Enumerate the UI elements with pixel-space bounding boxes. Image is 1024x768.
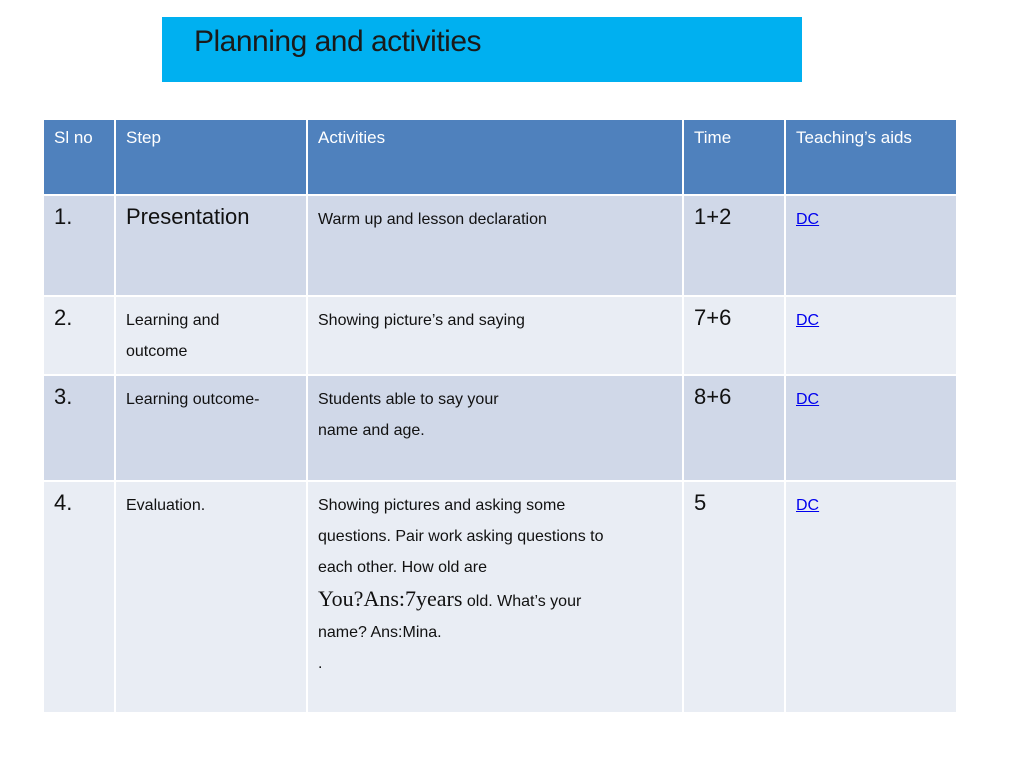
aid-link[interactable]: DC (796, 312, 820, 329)
time-cell: 8+6 (683, 375, 785, 481)
sl-no-cell: 4. (43, 481, 115, 713)
activity-cell: Warm up and lesson declaration (307, 195, 683, 296)
activity-line: . (318, 655, 323, 672)
activity-text: old. What’s your (462, 593, 582, 610)
header-time: Time (683, 119, 785, 195)
table-row (43, 296, 957, 375)
header-teaching-aids: Teaching’s aids (785, 119, 957, 195)
aid-cell (785, 296, 957, 375)
step-line: outcome (126, 343, 188, 360)
step-line: Learning and (126, 312, 220, 329)
time-cell: 5 (683, 481, 785, 713)
activity-line (318, 583, 672, 617)
aid-cell (785, 195, 957, 296)
step-cell: Learning outcome- (115, 375, 307, 481)
activity-line: Students able to say your (318, 391, 499, 408)
table-row (43, 375, 957, 481)
aid-link[interactable]: DC (796, 497, 820, 514)
activity-answer-large: You?Ans:7years (318, 586, 463, 611)
activity-cell: Showing picture’s and saying (307, 296, 683, 375)
activity-cell (307, 375, 683, 481)
activity-cell (307, 481, 683, 713)
planning-table (42, 118, 958, 714)
header-activities: Activities (307, 119, 683, 195)
aid-cell (785, 375, 957, 481)
activity-line: Showing pictures and asking some (318, 497, 566, 514)
activity-line: name and age. (318, 422, 425, 439)
header-step: Step (115, 119, 307, 195)
header-sl-no: Sl no (43, 119, 115, 195)
title-banner (162, 17, 802, 82)
aid-link[interactable]: DC (796, 391, 820, 408)
sl-no-cell: 3. (43, 375, 115, 481)
table-row (43, 481, 957, 713)
time-cell: 7+6 (683, 296, 785, 375)
aid-cell (785, 481, 957, 713)
sl-no-cell: 2. (43, 296, 115, 375)
sl-no-cell: 1. (43, 195, 115, 296)
time-cell: 1+2 (683, 195, 785, 296)
aid-link[interactable]: DC (796, 211, 820, 228)
slide-title: Planning and activities (194, 25, 482, 58)
step-cell (115, 296, 307, 375)
activity-line: each other. How old are (318, 559, 487, 576)
table-header-row (43, 119, 957, 195)
activity-line: questions. Pair work asking questions to (318, 528, 604, 545)
activity-line: name? Ans:Mina. (318, 624, 442, 641)
step-cell: Evaluation. (115, 481, 307, 713)
table-row (43, 195, 957, 296)
step-cell: Presentation (115, 195, 307, 296)
